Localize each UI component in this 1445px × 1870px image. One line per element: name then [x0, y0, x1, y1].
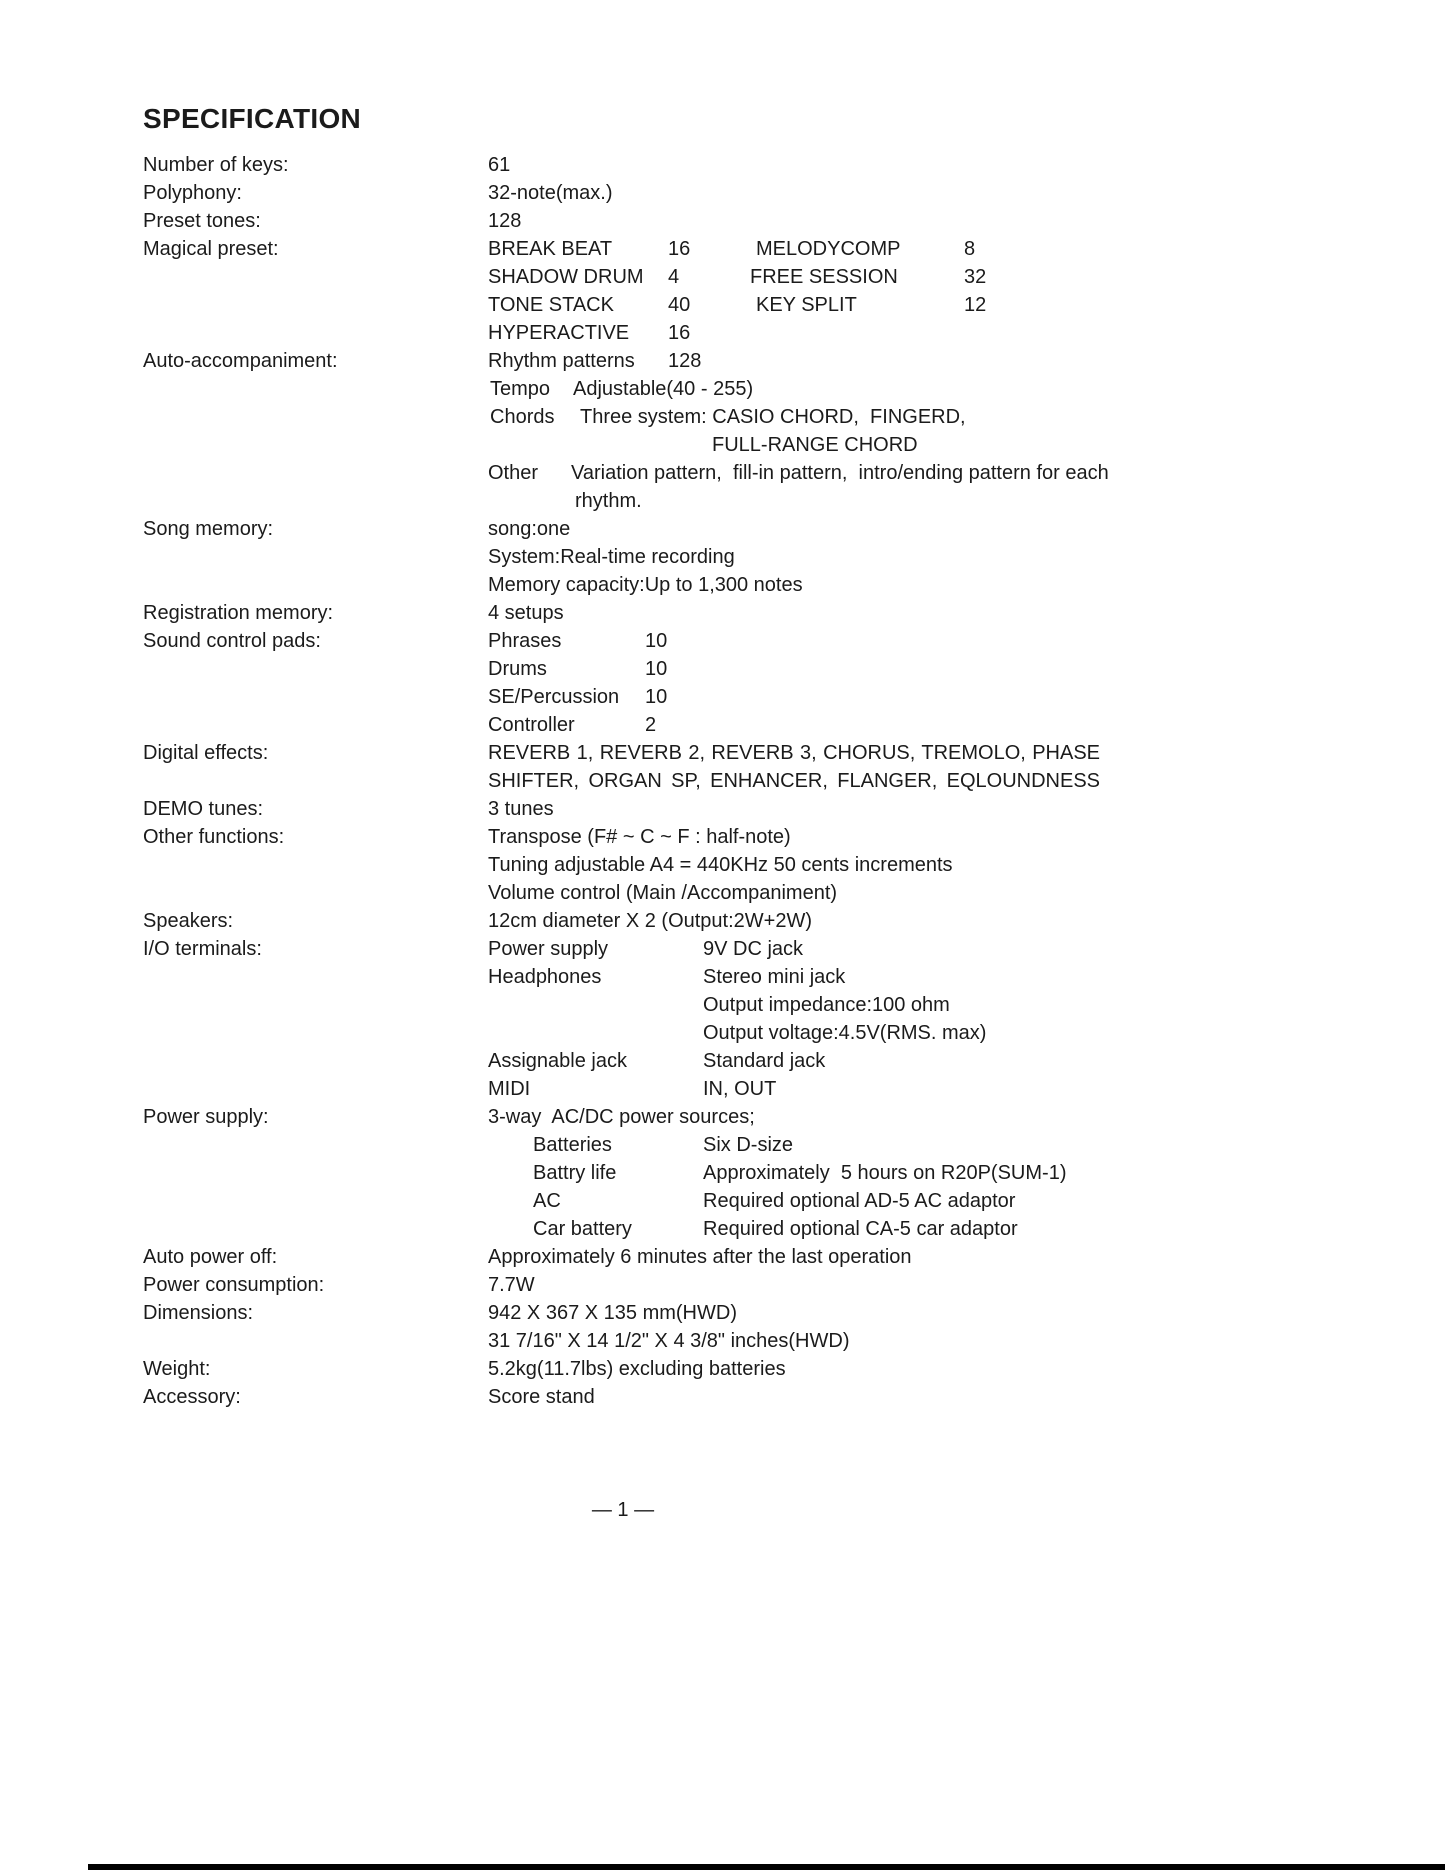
spec-value-line	[488, 851, 1373, 879]
spec-label: Sound control pads:	[143, 630, 321, 652]
spec-value-line	[488, 515, 1373, 543]
spec-label: Polyphony:	[143, 182, 242, 204]
spec-value-line	[488, 823, 1373, 851]
spec-value	[488, 1243, 1373, 1271]
spec-value-line	[488, 1327, 1373, 1355]
spec-label: Registration memory:	[143, 602, 334, 624]
spec-value-cell: Six D-size	[703, 1134, 794, 1156]
spec-value-line	[488, 1047, 1373, 1075]
spec-row-demo-tunes	[143, 795, 1373, 823]
spec-value-cell: 10	[645, 630, 668, 652]
spec-value	[488, 795, 1373, 823]
spec-value	[488, 1103, 1373, 1243]
spec-label: DEMO tunes:	[143, 798, 264, 820]
spec-value-cell: SE/Percussion	[488, 686, 620, 708]
spec-value-line	[488, 571, 1373, 599]
spec-value-line	[488, 263, 1373, 291]
spec-value-line	[488, 487, 1373, 515]
spec-value-cell: Controller	[488, 714, 575, 736]
spec-value-cell: Battry life	[533, 1162, 617, 1184]
spec-value-cell: Required optional AD-5 AC adaptor	[703, 1190, 1016, 1212]
spec-value-line	[488, 431, 1373, 459]
spec-value-cell: FULL-RANGE CHORD	[712, 434, 918, 456]
spec-value-line	[488, 235, 1373, 263]
spec-value-line	[488, 319, 1373, 347]
spec-value-cell: 61	[488, 154, 511, 176]
spec-value-cell: 40	[668, 294, 691, 316]
spec-value-line	[488, 291, 1373, 319]
spec-label: Digital effects:	[143, 742, 269, 764]
spec-value	[488, 1271, 1373, 1299]
spec-value	[488, 151, 1373, 179]
spec-value-cell: Output impedance:100 ohm	[703, 994, 950, 1016]
spec-value-line	[488, 1159, 1373, 1187]
spec-value	[488, 627, 1373, 739]
spec-value-cell: 8	[964, 238, 976, 260]
spec-value-cell: Car battery	[533, 1218, 632, 1240]
spec-value-cell: 16	[668, 322, 691, 344]
spec-value	[488, 1383, 1373, 1411]
spec-value-cell: 12	[964, 294, 987, 316]
spec-value-cell: HYPERACTIVE	[488, 322, 630, 344]
spec-row-i-o-terminals	[143, 935, 1373, 1103]
spec-value-cell: 31 7/16" X 14 1/2" X 4 3/8" inches(HWD)	[488, 1330, 850, 1352]
spec-value-cell: Chords	[490, 406, 555, 428]
spec-value-line	[488, 935, 1373, 963]
spec-label: Preset tones:	[143, 210, 261, 232]
spec-label: Auto-accompaniment:	[143, 350, 338, 372]
spec-value-cell: Rhythm patterns	[488, 350, 635, 372]
spec-value-line	[488, 627, 1373, 655]
spec-row-polyphony	[143, 179, 1373, 207]
spec-row-dimensions	[143, 1299, 1373, 1355]
spec-value-cell: Batteries	[533, 1134, 612, 1156]
spec-value-cell: Assignable jack	[488, 1050, 627, 1072]
spec-value-line	[488, 991, 1373, 1019]
spec-label: I/O terminals:	[143, 938, 262, 960]
spec-value-line	[488, 1299, 1373, 1327]
spec-value-cell: BREAK BEAT	[488, 238, 613, 260]
spec-value-line	[488, 1383, 1373, 1411]
spec-row-weight	[143, 1355, 1373, 1383]
spec-label: Power supply:	[143, 1106, 269, 1128]
spec-row-preset-tones	[143, 207, 1373, 235]
spec-value-line	[488, 375, 1373, 403]
spec-value-cell: FREE SESSION	[750, 266, 898, 288]
spec-value-cell: 2	[645, 714, 657, 736]
spec-value-cell: 9V DC jack	[703, 938, 804, 960]
spec-value-cell: 10	[645, 658, 668, 680]
spec-row-speakers	[143, 907, 1373, 935]
spec-row-accessory	[143, 1383, 1373, 1411]
spec-label: Power consumption:	[143, 1274, 325, 1296]
scan-edge-artifact	[88, 1864, 1445, 1870]
spec-label: Number of keys:	[143, 154, 289, 176]
spec-value-cell: song:one	[488, 518, 571, 540]
spec-value-cell: Tempo	[490, 378, 551, 400]
spec-value-line	[488, 795, 1373, 823]
spec-value	[488, 1299, 1373, 1355]
spec-value	[488, 179, 1373, 207]
spec-row-power-consumption	[143, 1271, 1373, 1299]
spec-table	[143, 151, 1373, 1411]
spec-value-cell: 12cm diameter X 2 (Output:2W+2W)	[488, 910, 813, 932]
spec-value-cell: Standard jack	[703, 1050, 826, 1072]
spec-value-cell: Other	[488, 462, 539, 484]
spec-value-cell: rhythm.	[575, 490, 642, 512]
spec-label: Other functions:	[143, 826, 285, 848]
page-number: — 1 —	[591, 1499, 655, 1521]
spec-value-line	[488, 767, 1373, 795]
spec-value-cell: 32	[964, 266, 987, 288]
spec-value-cell: Three system: CASIO CHORD, FINGERD,	[580, 406, 966, 428]
spec-row-registration-memory	[143, 599, 1373, 627]
spec-value-line	[488, 1271, 1373, 1299]
spec-value-cell: 4 setups	[488, 602, 564, 624]
spec-row-auto-accompaniment	[143, 347, 1373, 515]
spec-value-cell: REVERB 1, REVERB 2, REVERB 3, CHORUS, TREMOLO, PHASE	[488, 742, 1100, 764]
spec-label: Auto power off:	[143, 1246, 278, 1268]
spec-value	[488, 1355, 1373, 1383]
spec-label: Song memory:	[143, 518, 274, 540]
spec-value-cell: 32-note(max.)	[488, 182, 613, 204]
spec-value-line	[488, 1215, 1373, 1243]
spec-value-cell: System:Real-time recording	[488, 546, 735, 568]
spec-value-cell: IN, OUT	[703, 1078, 777, 1100]
spec-value-cell: Adjustable(40 - 255)	[573, 378, 754, 400]
spec-value-cell: Volume control (Main /Accompaniment)	[488, 882, 838, 904]
spec-row-song-memory	[143, 515, 1373, 599]
spec-value-cell: 3 tunes	[488, 798, 554, 820]
spec-value-line	[488, 1075, 1373, 1103]
spec-label: Dimensions:	[143, 1302, 254, 1324]
spec-value-line	[488, 179, 1373, 207]
spec-value-line	[488, 599, 1373, 627]
spec-value-line	[488, 543, 1373, 571]
spec-value-cell: Memory capacity:Up to 1,300 notes	[488, 574, 803, 596]
spec-value-cell: TONE STACK	[488, 294, 614, 316]
spec-value-line	[488, 683, 1373, 711]
spec-value	[488, 739, 1373, 795]
spec-row-digital-effects	[143, 739, 1373, 795]
spec-value-line	[488, 459, 1373, 487]
spec-value-cell: 16	[668, 238, 691, 260]
spec-value-cell: 128	[668, 350, 702, 372]
spec-value-cell: Output voltage:4.5V(RMS. max)	[703, 1022, 987, 1044]
spec-label: Magical preset:	[143, 238, 279, 260]
spec-value-cell: MELODYCOMP	[756, 238, 901, 260]
spec-value-cell: 128	[488, 210, 522, 232]
spec-value-cell: Stereo mini jack	[703, 966, 846, 988]
spec-row-magical-preset	[143, 235, 1373, 347]
spec-value-line	[488, 151, 1373, 179]
spec-value-line	[488, 1019, 1373, 1047]
spec-value-line	[488, 711, 1373, 739]
spec-value	[488, 907, 1373, 935]
spec-row-power-supply	[143, 1103, 1373, 1243]
spec-label: Weight:	[143, 1358, 211, 1380]
spec-row-number-of-keys	[143, 151, 1373, 179]
spec-value-line	[488, 963, 1373, 991]
spec-value-line	[488, 907, 1373, 935]
spec-value-cell: Power supply	[488, 938, 609, 960]
spec-value	[488, 515, 1373, 599]
spec-value-cell: Variation pattern, fill-in pattern, intro/ending pattern for each	[571, 462, 1109, 484]
spec-value-line	[488, 655, 1373, 683]
spec-value-line	[488, 1187, 1373, 1215]
spec-value-cell: Headphones	[488, 966, 602, 988]
spec-value-cell: Transpose (F# ~ C ~ F : half-note)	[488, 826, 791, 848]
spec-value-cell: SHADOW DRUM	[488, 266, 644, 288]
spec-value-cell: Approximately 6 minutes after the last operation	[488, 1246, 912, 1268]
spec-value-cell: 3-way AC/DC power sources;	[488, 1106, 755, 1128]
spec-value-cell: SHIFTER, ORGAN SP, ENHANCER, FLANGER, EQLOUNDNESS	[488, 770, 1100, 792]
spec-value-cell: 5.2kg(11.7lbs) excluding batteries	[488, 1358, 786, 1380]
spec-value	[488, 207, 1373, 235]
spec-row-sound-control-pads	[143, 627, 1373, 739]
spec-value-line	[488, 403, 1373, 431]
spec-value-line	[488, 347, 1373, 375]
spec-value-cell: MIDI	[488, 1078, 531, 1100]
spec-value-cell: Approximately 5 hours on R20P(SUM-1)	[703, 1162, 1067, 1184]
spec-row-auto-power-off	[143, 1243, 1373, 1271]
spec-label: Speakers:	[143, 910, 234, 932]
spec-label: Accessory:	[143, 1386, 241, 1408]
spec-value-cell: 7.7W	[488, 1274, 535, 1296]
spec-value	[488, 935, 1373, 1103]
spec-value-cell: Drums	[488, 658, 547, 680]
spec-value	[488, 599, 1373, 627]
spec-value-line	[488, 207, 1373, 235]
spec-value-cell: 942 X 367 X 135 mm(HWD)	[488, 1302, 737, 1324]
spec-value-line	[488, 1355, 1373, 1383]
spec-value-cell: Tuning adjustable A4 = 440KHz 50 cents increments	[488, 854, 953, 876]
spec-value-line	[488, 739, 1373, 767]
spec-value-line	[488, 879, 1373, 907]
spec-value-cell: Phrases	[488, 630, 562, 652]
spec-value-line	[488, 1131, 1373, 1159]
spec-value-cell: Required optional CA-5 car adaptor	[703, 1218, 1018, 1240]
spec-value	[488, 347, 1373, 515]
spec-value-line	[488, 1103, 1373, 1131]
page-title: SPECIFICATION	[143, 103, 362, 134]
spec-value-cell: 4	[668, 266, 680, 288]
spec-value-cell: AC	[533, 1190, 561, 1212]
spec-value-cell: Score stand	[488, 1386, 595, 1408]
spec-value-cell: 10	[645, 686, 668, 708]
spec-value-cell: KEY SPLIT	[756, 294, 857, 316]
spec-value	[488, 823, 1373, 907]
spec-row-other-functions	[143, 823, 1373, 907]
page-footer	[143, 1496, 1103, 1524]
spec-value	[488, 235, 1373, 347]
spec-value-line	[488, 1243, 1373, 1271]
